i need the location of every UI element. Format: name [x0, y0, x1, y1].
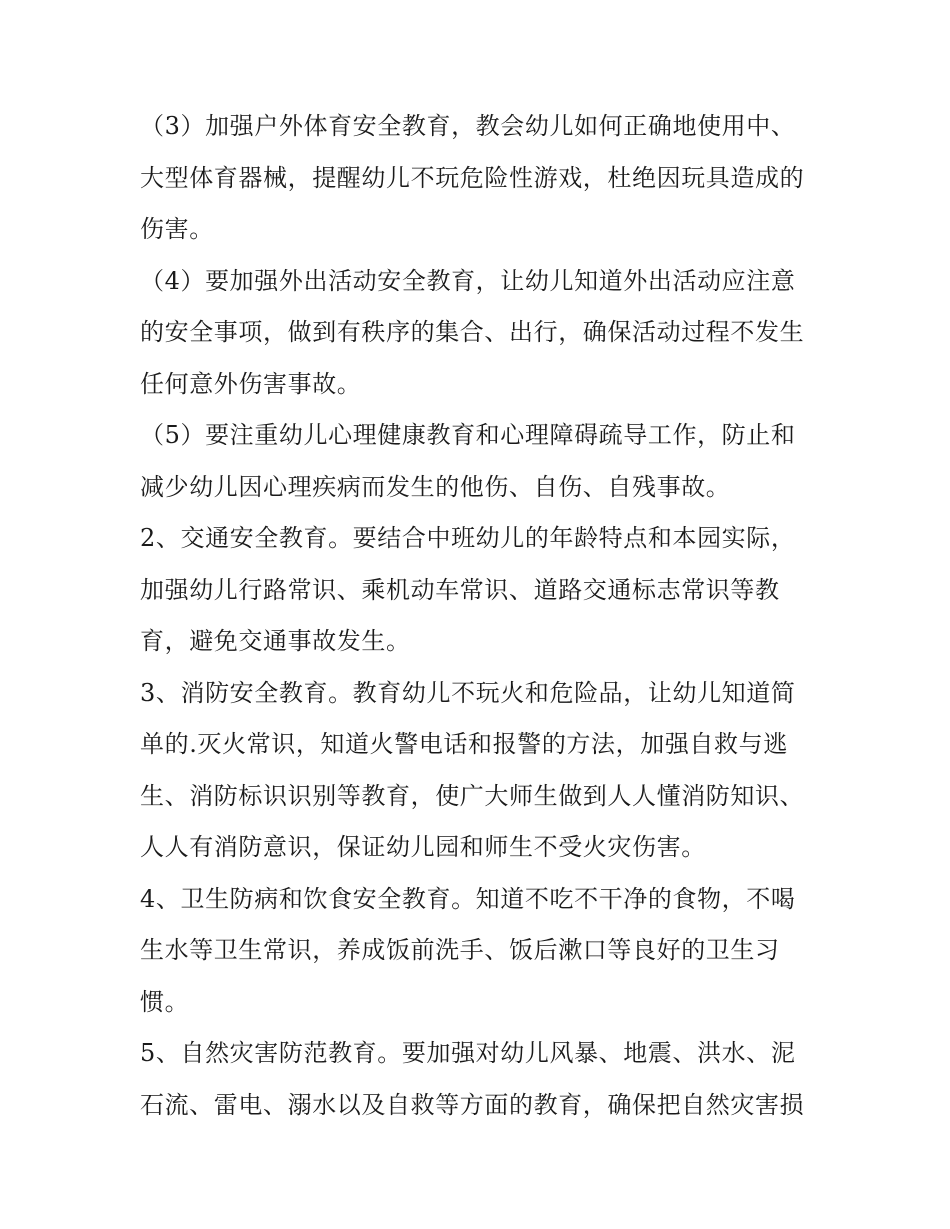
- paragraph-psychological-health: （5）要注重幼儿心理健康教育和心理障碍疏导工作，防止和减少幼儿因心理疾病而发生的他伤、自伤、自残事故。: [140, 421, 796, 501]
- paragraph-natural-disaster: 5、自然灾害防范教育。要加强对幼儿风暴、地震、洪水、泥石流、雷电、溺水以及自救等方面的教育，确保把自然灾害损: [140, 1039, 805, 1119]
- paragraph-outing-safety: （4）要加强外出活动安全教育，让幼儿知道外出活动应注意的安全事项，做到有秩序的集合、出行，确保活动过程不发生任何意外伤害事故。: [140, 266, 805, 398]
- paragraph-hygiene-food-safety: 4、卫生防病和饮食安全教育。知道不吃不干净的食物，不喝生水等卫生常识，养成饭前洗手、饭后漱口等良好的卫生习惯。: [140, 884, 796, 1016]
- paragraph-traffic-safety: 2、交通安全教育。要结合中班幼儿的年龄特点和本园实际，加强幼儿行路常识、乘机动车常识、道路交通标志常识等教育，避免交通事故发生。: [140, 524, 796, 655]
- paragraph-fire-safety: 3、消防安全教育。教育幼儿不玩火和危险品，让幼儿知道简单的.灭火常识，知道火警电话和报警的方法，加强自救与逃生、消防标识识别等教育，使广大师生做到人人懂消防知识、人人有消防意识，保证幼儿园和师生不受火灾伤害。: [140, 678, 805, 861]
- paragraph-outdoor-sports-safety: （3）加强户外体育安全教育，教会幼儿如何正确地使用中、大型体育器械，提醒幼儿不玩危险性游戏，杜绝因玩具造成的伤害。: [140, 112, 805, 243]
- document-body: [140, 101, 820, 1131]
